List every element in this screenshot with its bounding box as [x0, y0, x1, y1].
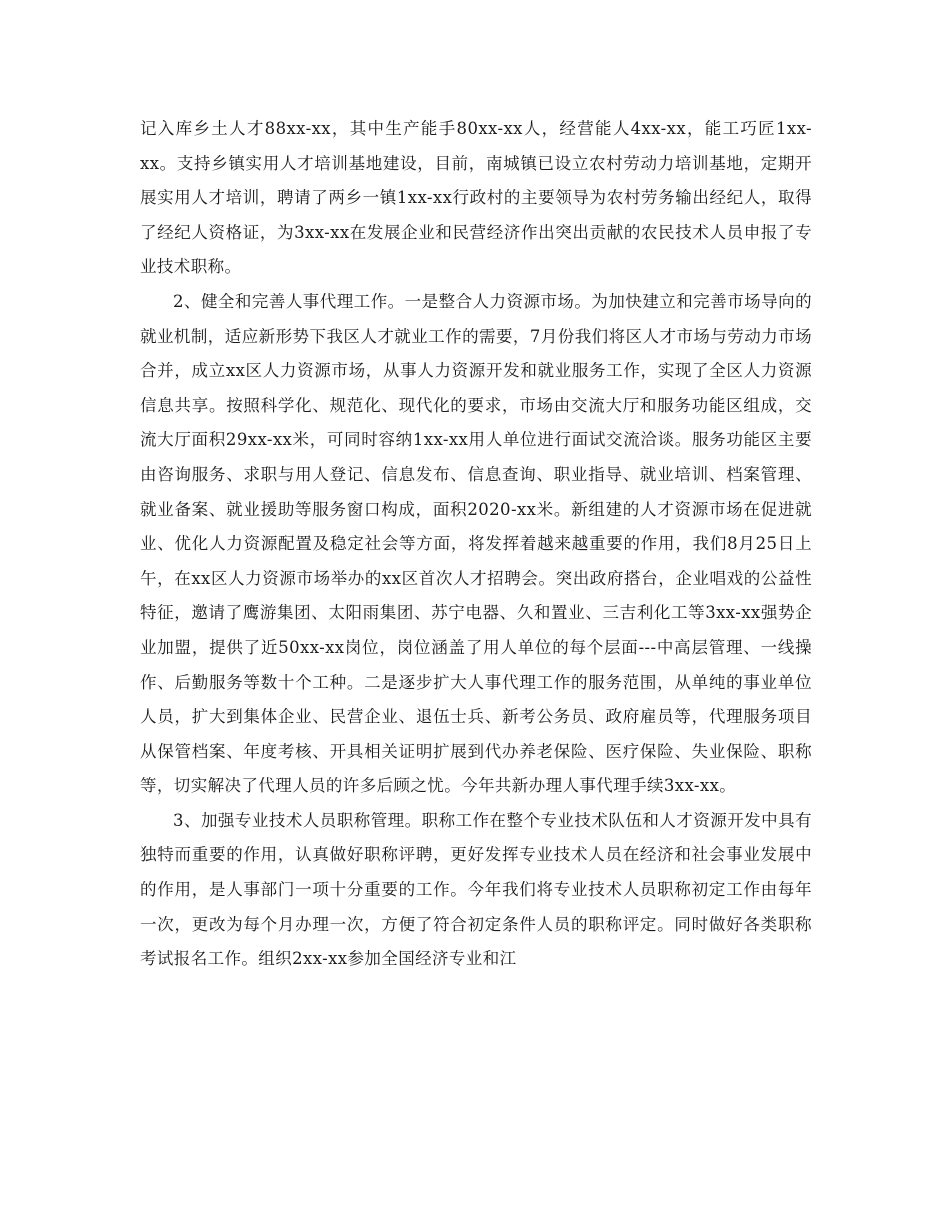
paragraph-continuation: 记入库乡土人才88xx-xx，其中生产能手80xx-xx人，经营能人4xx-xx，能工巧匠1xx-xx。支持乡镇实用人才培训基地建设，目前，南城镇已设立农村劳动力培训基地，定期开展实用人才培训，聘请了两乡一镇1xx-xx行政村的主要领导为农村劳务输出经纪人，取得了经纪人资格证，为3xx-xx在发展企业和民营经济作出突出贡献的农民技术人员申报了专业技术职称。 [140, 119, 812, 277]
paragraph-personnel-agency: 2、健全和完善人事代理工作。一是整合人力资源市场。为加快建立和完善市场导向的就业机制，适应新形势下我区人才就业工作的需要，7月份我们将区人才市场与劳动力市场合并，成立xx区人力资源市场，从事人力资源开发和就业服务工作，实现了全区人力资源信息共享。按照科学化、规范化、现代化的要求，市场由交流大厅和服务功能区组成，交流大厅面积29xx-xx米，可同时容纳1xx-xx用人单位进行面试交流洽谈。服务功能区主要由咨询服务、求职与用人登记、信息发布、信息查询、职业指导、就业培训、档案管理、就业备案、就业援助等服务窗口构成，面积2020-xx米。新组建的人才资源市场在促进就业、优化人力资源配置及稳定社会等方面，将发挥着越来越重要的作用，我们8月25日上午，在xx区人力资源市场举办的xx区首次人才招聘会。突出政府搭台，企业唱戏的公益性特征，邀请了鹰游集团、太阳雨集团、苏宁电器、久和置业、三吉利化工等3xx-xx强势企业加盟，提供了近50xx-xx岗位，岗位涵盖了用人单位的每个层面---中高层管理、一线操作、后勤服务等数十个工种。二是逐步扩大人事代理工作的服务范围，从单纯的事业单位人员，扩大到集体企业、民营企业、退伍士兵、新考公务员、政府雇员等，代理服务项目从保管档案、年度考核、开具相关证明扩展到代办养老保险、医疗保险、失业保险、职称等，切实解决了代理人员的许多后顾之忧。今年共新办理人事代理手续3xx-xx。 [140, 291, 812, 796]
body-text [140, 112, 812, 977]
paragraph-professional-titles: 3、加强专业技术人员职称管理。职称工作在整个专业技术队伍和人才资源开发中具有独特而重要的作用，认真做好职称评聘，更好发挥专业技术人员在经济和社会事业发展中的作用，是人事部门一项十分重要的工作。今年我们将专业技术人员职称初定工作由每年一次，更改为每个月办理一次，方便了符合初定条件人员的职称评定。同时做好各类职称考试报名工作。组织2xx-xx参加全国经济专业和江 [140, 810, 812, 969]
